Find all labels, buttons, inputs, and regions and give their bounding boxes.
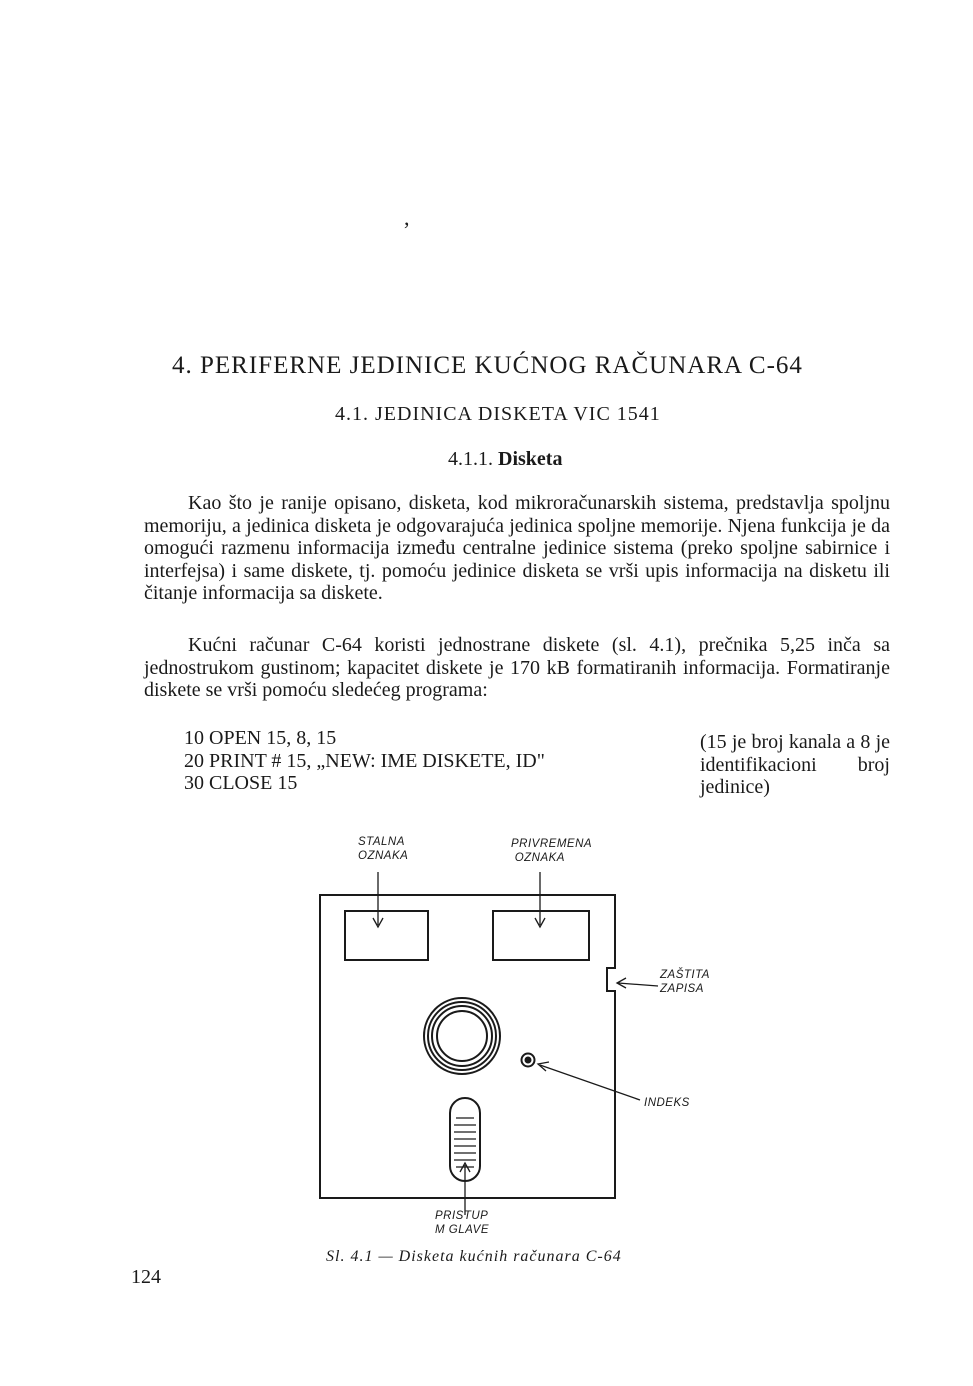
chapter-heading: 4. PERIFERNE JEDINICE KUĆNOG RAČUNARA C-64 <box>172 352 803 379</box>
side-note: (15 je broj kanala a 8 je identifikacioni broj jedinice) <box>700 731 890 798</box>
permanent-label-caption: STALNA OZNAKA <box>358 836 409 862</box>
page-number: 124 <box>131 1266 161 1288</box>
permanent-label-window <box>345 911 428 960</box>
temporary-label-caption: PRIVREMENA OZNAKA <box>511 838 593 864</box>
code-line: 20 PRINT # 15, „NEW: IME DISKETE, ID" <box>184 749 545 772</box>
head-access-caption: PRISTUP M GLAVE <box>435 1210 489 1236</box>
subsection-title: Disketa <box>498 448 563 470</box>
paragraph-1: Kao što je ranije opisano, disketa, kod mikroračunarskih sistema, predstavlja spoljnu memoriju, a jedinica disketa je odgovarajuća jedinica spoljne memorije. Njena funkcija je da omogući razmenu informacija između centralne jedinice sistema (preko spoljne sabirnice i interfejsa) i same diskete, tj. pomoću jedinice disketa se vrši upis informacija na disketu ili čitanje informacija sa diskete. <box>144 492 890 604</box>
hub-hole <box>437 1011 487 1061</box>
floppy-disk-drawing <box>300 825 760 1265</box>
code-line: 10 OPEN 15, 8, 15 <box>184 727 337 749</box>
hub-ring-outer <box>424 998 500 1074</box>
basic-program <box>184 727 545 795</box>
stray-mark: , <box>404 205 410 230</box>
code-line: 30 CLOSE 15 <box>184 772 298 794</box>
subsection-heading <box>448 448 562 471</box>
write-protect-caption: ZAŠTITA ZAPISA <box>660 969 710 995</box>
figure-caption: Sl. 4.1 — Disketa kućnih računara C-64 <box>326 1248 622 1265</box>
subsection-number: 4.1.1. <box>448 448 493 470</box>
floppy-disk-figure <box>300 825 760 1265</box>
index-caption: INDEKS <box>644 1097 690 1109</box>
section-heading: 4.1. JEDINICA DISKETA VIC 1541 <box>335 403 661 425</box>
temporary-label-window <box>493 911 589 960</box>
paragraph-2: Kućni računar C-64 koristi jednostrane diskete (sl. 4.1), prečnika 5,25 inča sa jednostrukom gustinom; kapacitet diskete je 170 kB formatiranih informacija. Formatiranje diskete se vrši pomoću sledećeg programa: <box>144 634 890 701</box>
